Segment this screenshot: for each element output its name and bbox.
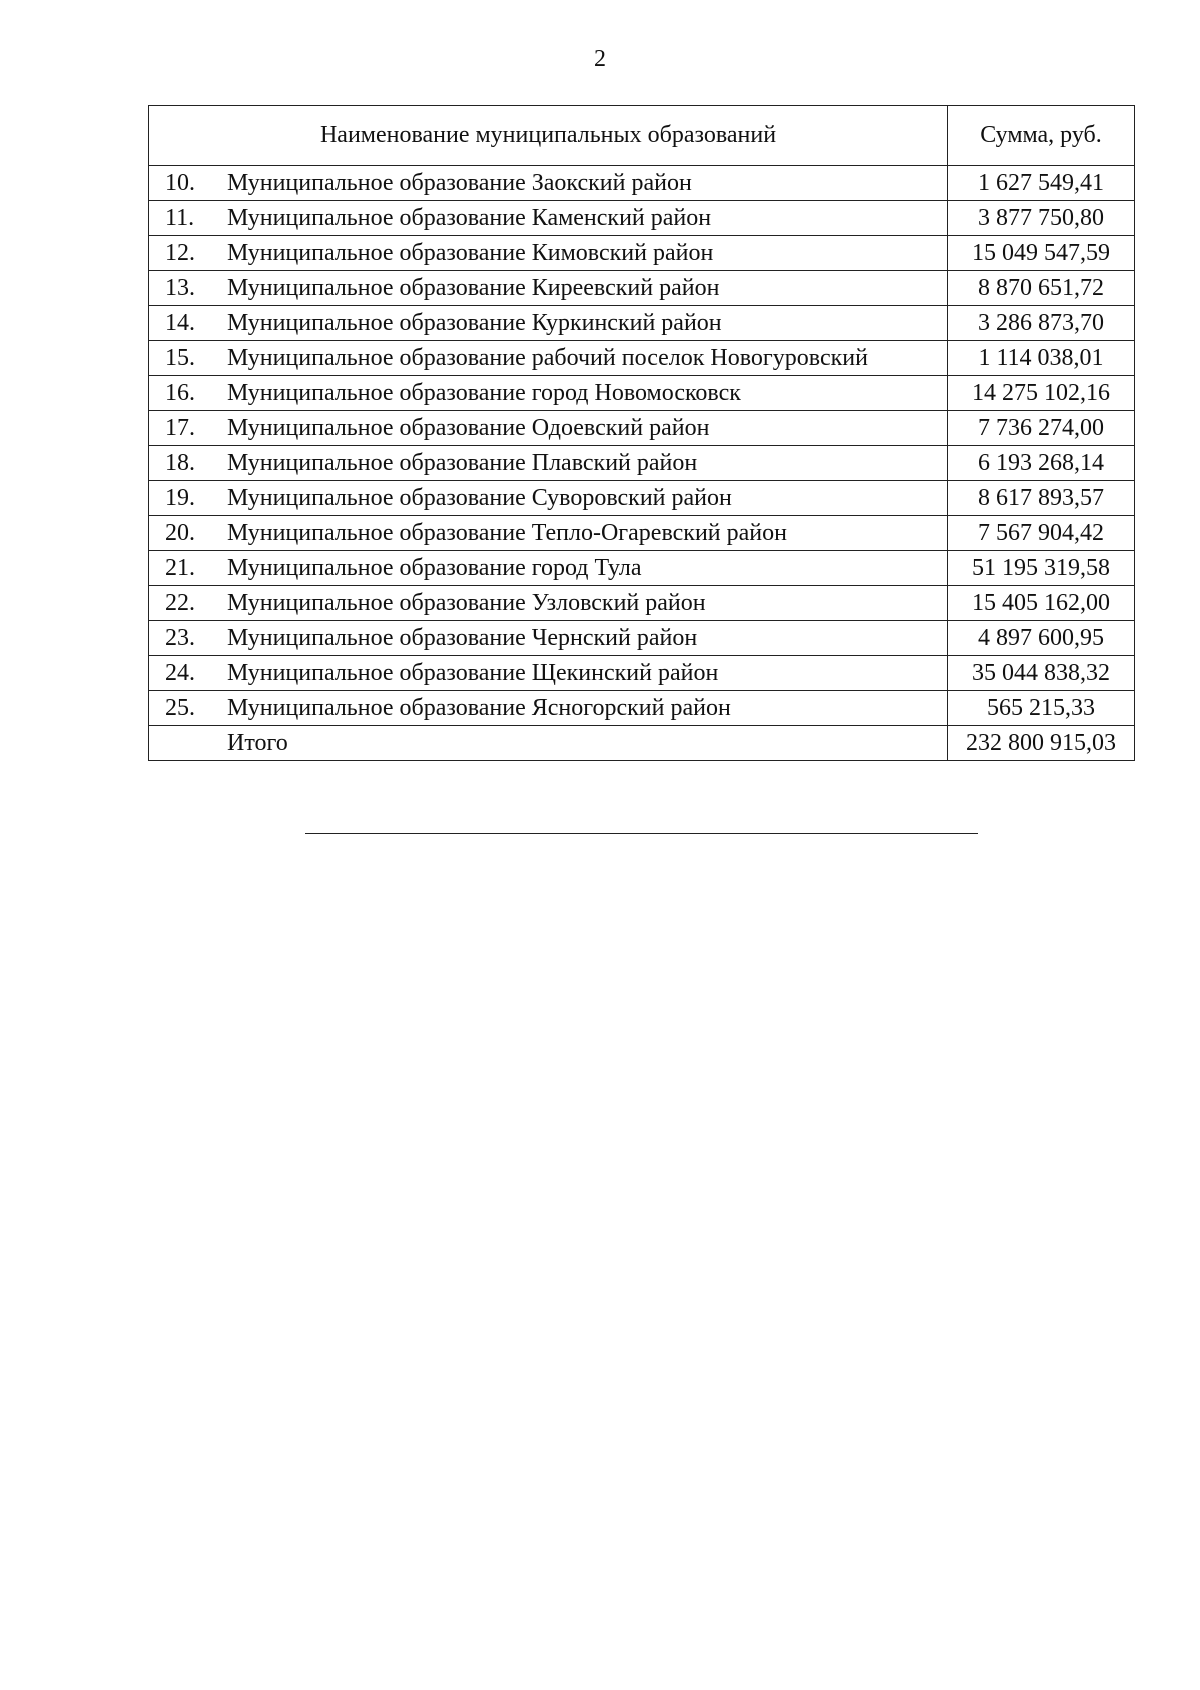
- table-row: [149, 586, 1135, 621]
- row-number: 14.: [165, 310, 195, 336]
- row-number: 15.: [165, 345, 195, 371]
- table-row: [149, 411, 1135, 446]
- allocation-table: [148, 105, 1135, 761]
- row-sum: 8 870 651,72: [948, 271, 1135, 306]
- row-number: 10.: [165, 170, 195, 196]
- row-sum: 565 215,33: [948, 691, 1135, 726]
- table-row: [149, 446, 1135, 481]
- table-row: [149, 166, 1135, 201]
- row-name-cell: [149, 236, 948, 271]
- row-number: 23.: [165, 625, 195, 651]
- table-row: [149, 691, 1135, 726]
- total-label-cell: [149, 726, 948, 761]
- row-name-cell: [149, 586, 948, 621]
- row-name-cell: [149, 271, 948, 306]
- row-number: 12.: [165, 240, 195, 266]
- row-sum: 51 195 319,58: [948, 551, 1135, 586]
- row-name-cell: [149, 376, 948, 411]
- row-number: 21.: [165, 555, 195, 581]
- row-name: Муниципальное образование рабочий поселок Новогуровский: [227, 345, 868, 371]
- row-sum: 7 567 904,42: [948, 516, 1135, 551]
- row-number: 24.: [165, 660, 195, 686]
- table-row: [149, 621, 1135, 656]
- table-row: [149, 516, 1135, 551]
- closing-divider-line: [305, 833, 978, 834]
- table-row: [149, 341, 1135, 376]
- row-name-cell: [149, 201, 948, 236]
- row-sum: 3 286 873,70: [948, 306, 1135, 341]
- row-sum: 7 736 274,00: [948, 411, 1135, 446]
- row-name: Муниципальное образование Узловский район: [227, 590, 706, 616]
- row-name: Муниципальное образование Киреевский район: [227, 275, 720, 301]
- row-name: Муниципальное образование Одоевский район: [227, 415, 710, 441]
- table-row: [149, 201, 1135, 236]
- row-number: 20.: [165, 520, 195, 546]
- row-number: 13.: [165, 275, 195, 301]
- row-name-cell: [149, 166, 948, 201]
- row-sum: 15 049 547,59: [948, 236, 1135, 271]
- table-row: [149, 481, 1135, 516]
- row-name-cell: [149, 516, 948, 551]
- row-sum: 15 405 162,00: [948, 586, 1135, 621]
- row-name: Муниципальное образование Щекинский район: [227, 660, 719, 686]
- row-sum: 14 275 102,16: [948, 376, 1135, 411]
- total-sum: 232 800 915,03: [948, 726, 1135, 761]
- row-name-cell: [149, 621, 948, 656]
- row-name: Муниципальное образование город Тула: [227, 555, 642, 581]
- table-row: [149, 656, 1135, 691]
- row-name: Муниципальное образование Куркинский район: [227, 310, 722, 336]
- row-sum: 4 897 600,95: [948, 621, 1135, 656]
- row-name-cell: [149, 411, 948, 446]
- table-row: [149, 306, 1135, 341]
- table-header-row: [149, 106, 1135, 166]
- table-total-row: [149, 726, 1135, 761]
- row-sum: 1 627 549,41: [948, 166, 1135, 201]
- row-sum: 6 193 268,14: [948, 446, 1135, 481]
- row-sum: 3 877 750,80: [948, 201, 1135, 236]
- row-name-cell: [149, 691, 948, 726]
- header-sum: Сумма, руб.: [948, 106, 1135, 166]
- row-number: 18.: [165, 450, 195, 476]
- row-name: Муниципальное образование Каменский район: [227, 205, 712, 231]
- row-number: 25.: [165, 695, 195, 721]
- page-number: 2: [594, 46, 606, 72]
- row-name: Муниципальное образование город Новомосковск: [227, 380, 741, 406]
- row-name-cell: [149, 306, 948, 341]
- row-number: 11.: [165, 205, 195, 231]
- row-name-cell: [149, 481, 948, 516]
- row-name-cell: [149, 341, 948, 376]
- row-number: 22.: [165, 590, 195, 616]
- row-name: Муниципальное образование Кимовский район: [227, 240, 714, 266]
- row-name: Муниципальное образование Чернский район: [227, 625, 698, 651]
- row-name-cell: [149, 446, 948, 481]
- row-name: Муниципальное образование Суворовский район: [227, 485, 732, 511]
- table-row: [149, 376, 1135, 411]
- row-sum: 35 044 838,32: [948, 656, 1135, 691]
- row-name-cell: [149, 656, 948, 691]
- row-number: 16.: [165, 380, 195, 406]
- total-label: Итого: [227, 730, 288, 756]
- row-sum: 1 114 038,01: [948, 341, 1135, 376]
- row-number: 17.: [165, 415, 195, 441]
- header-name: Наименование муниципальных образований: [149, 106, 948, 166]
- row-name: Муниципальное образование Заокский район: [227, 170, 692, 196]
- row-name-cell: [149, 551, 948, 586]
- table-row: [149, 271, 1135, 306]
- table-row: [149, 551, 1135, 586]
- row-name: Муниципальное образование Тепло-Огаревский район: [227, 520, 787, 546]
- row-name: Муниципальное образование Ясногорский район: [227, 695, 731, 721]
- row-name: Муниципальное образование Плавский район: [227, 450, 698, 476]
- table-row: [149, 236, 1135, 271]
- row-sum: 8 617 893,57: [948, 481, 1135, 516]
- row-number: 19.: [165, 485, 195, 511]
